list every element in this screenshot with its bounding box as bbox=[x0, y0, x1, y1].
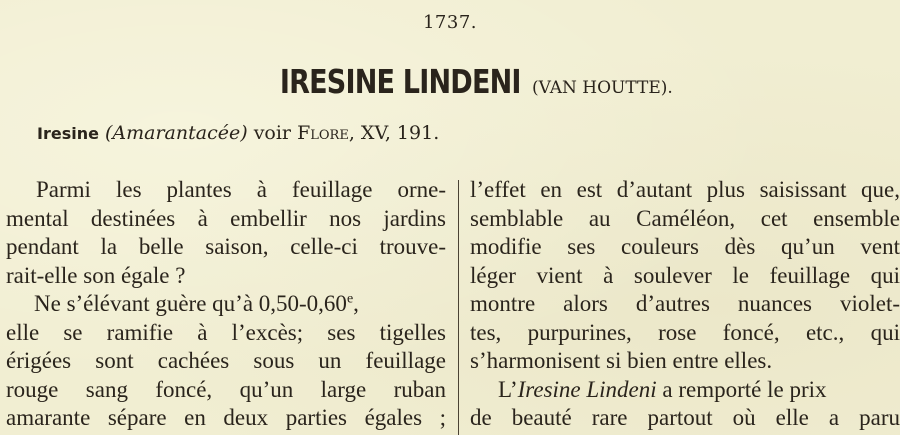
text-line: s’harmonisent si bien entre elles. bbox=[470, 348, 773, 373]
text-line: semblable au Caméléon, cet ensemble bbox=[470, 205, 900, 231]
plant-name-italic: Iresine Lindeni bbox=[517, 376, 657, 402]
genus-name: Iresine bbox=[37, 124, 99, 143]
text-line: mental destinées à embellir nos jardins bbox=[6, 205, 446, 231]
text-line: modifie ses couleurs dès qu’un vent bbox=[470, 234, 900, 259]
flore-ref: Flore, bbox=[297, 122, 355, 144]
text-line: rait-elle son égale ? bbox=[6, 262, 186, 288]
title-main: IRESINE LINDENI bbox=[280, 62, 521, 101]
text-fragment: , bbox=[353, 291, 359, 316]
text-line: l’effet en est d’autant plus saisissant que, bbox=[470, 177, 900, 202]
superscript: e bbox=[346, 291, 354, 307]
text-line: rouge sang foncé, qu’un large ruban bbox=[6, 376, 446, 402]
text-fragment: L’ bbox=[498, 376, 518, 402]
volume-ref: XV, 191. bbox=[360, 122, 440, 144]
page-number: 1737. bbox=[422, 12, 478, 33]
article-title bbox=[0, 62, 900, 101]
text-line: elle se ramifie à l’excès; ses tigelles bbox=[6, 319, 446, 345]
text-line: tes, purpurines, rose foncé, etc., qui bbox=[470, 319, 900, 345]
right-column bbox=[470, 176, 900, 433]
text-line bbox=[6, 290, 446, 319]
text-line: érigées sont cachées sous un feuillage bbox=[6, 348, 446, 373]
text-line: de beauté rare partout où elle a paru bbox=[470, 405, 900, 430]
text-line: pendant la belle saison, celle-ci trouve- bbox=[6, 234, 446, 259]
text-line: montre alors d’autres nuances violet- bbox=[470, 291, 900, 316]
text-fragment: Ne s’élévant guère qu’à 0,50-0,60 bbox=[34, 291, 347, 316]
text-fragment: a remporté le prix bbox=[662, 376, 827, 402]
column-divider bbox=[458, 180, 459, 435]
voir-word: voir bbox=[253, 122, 292, 144]
title-author: (VAN HOUTTE). bbox=[531, 78, 673, 98]
text-line bbox=[470, 376, 900, 405]
text-line: amarante sépare en deux parties égales ; bbox=[6, 405, 446, 430]
family-name: (Amarantacée) bbox=[105, 122, 248, 144]
text-line: léger vient à soulever le feuillage qui bbox=[470, 262, 900, 288]
genus-reference-line bbox=[37, 122, 439, 144]
text-line: Parmi les plantes à feuillage orne- bbox=[36, 177, 446, 202]
left-column bbox=[6, 176, 446, 433]
